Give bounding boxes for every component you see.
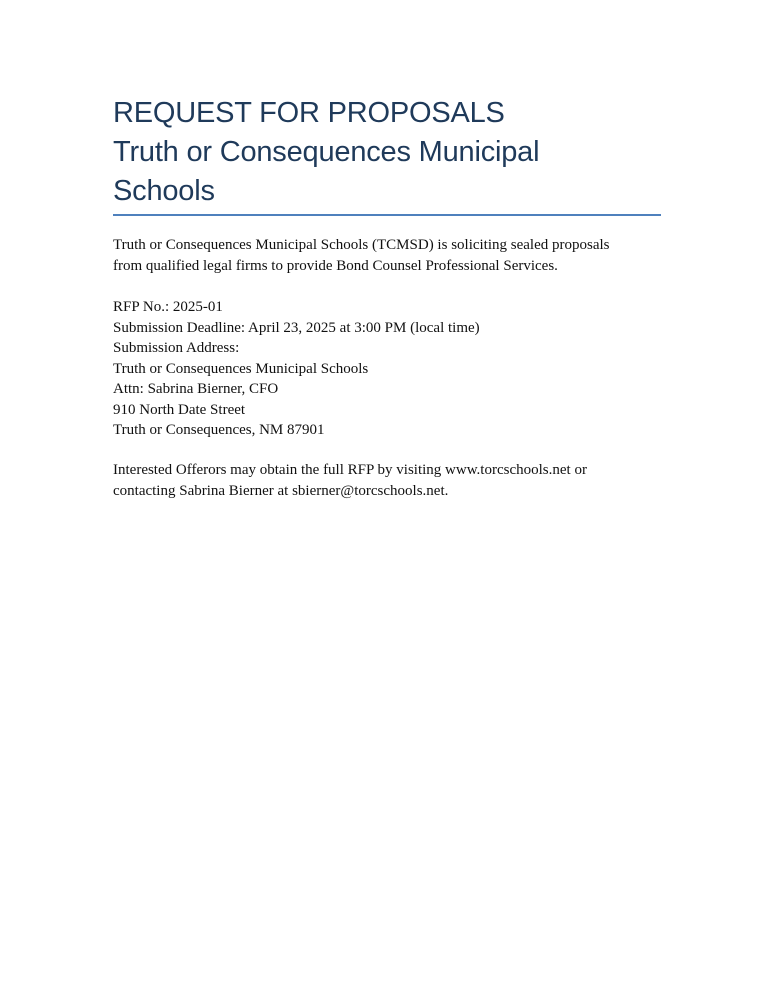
closing-paragraph [113,460,673,501]
closing-line-1: Interested Offerors may obtain the full RFP by visiting www.torcschools.net or [113,462,587,478]
title-line-2: Truth or Consequences Municipal [113,136,540,168]
address-attention: Attn: Sabrina Bierner, CFO [113,381,279,397]
intro-paragraph [113,235,673,276]
address-city: Truth or Consequences, NM 87901 [113,422,325,438]
title-line-3: Schools [113,175,215,207]
title-divider [113,214,661,216]
submission-deadline: Submission Deadline: April 23, 2025 at 3:00 PM (local time) [113,319,480,336]
closing-line-2: contacting Sabrina Bierner at sbierner@torcschools.net. [113,482,449,499]
intro-line-1: Truth or Consequences Municipal Schools (TCMSD) is soliciting sealed proposals [113,237,610,253]
rfp-details [113,297,673,441]
intro-line-2: from qualified legal firms to provide Bond Counsel Professional Services. [113,257,558,274]
title-line-1: REQUEST FOR PROPOSALS [113,97,505,129]
rfp-number: RFP No.: 2025-01 [113,299,223,315]
address-organization: Truth or Consequences Municipal Schools [113,360,369,377]
address-street: 910 North Date Street [113,401,246,418]
submission-address-label: Submission Address: [113,340,240,356]
document-title [113,94,661,211]
